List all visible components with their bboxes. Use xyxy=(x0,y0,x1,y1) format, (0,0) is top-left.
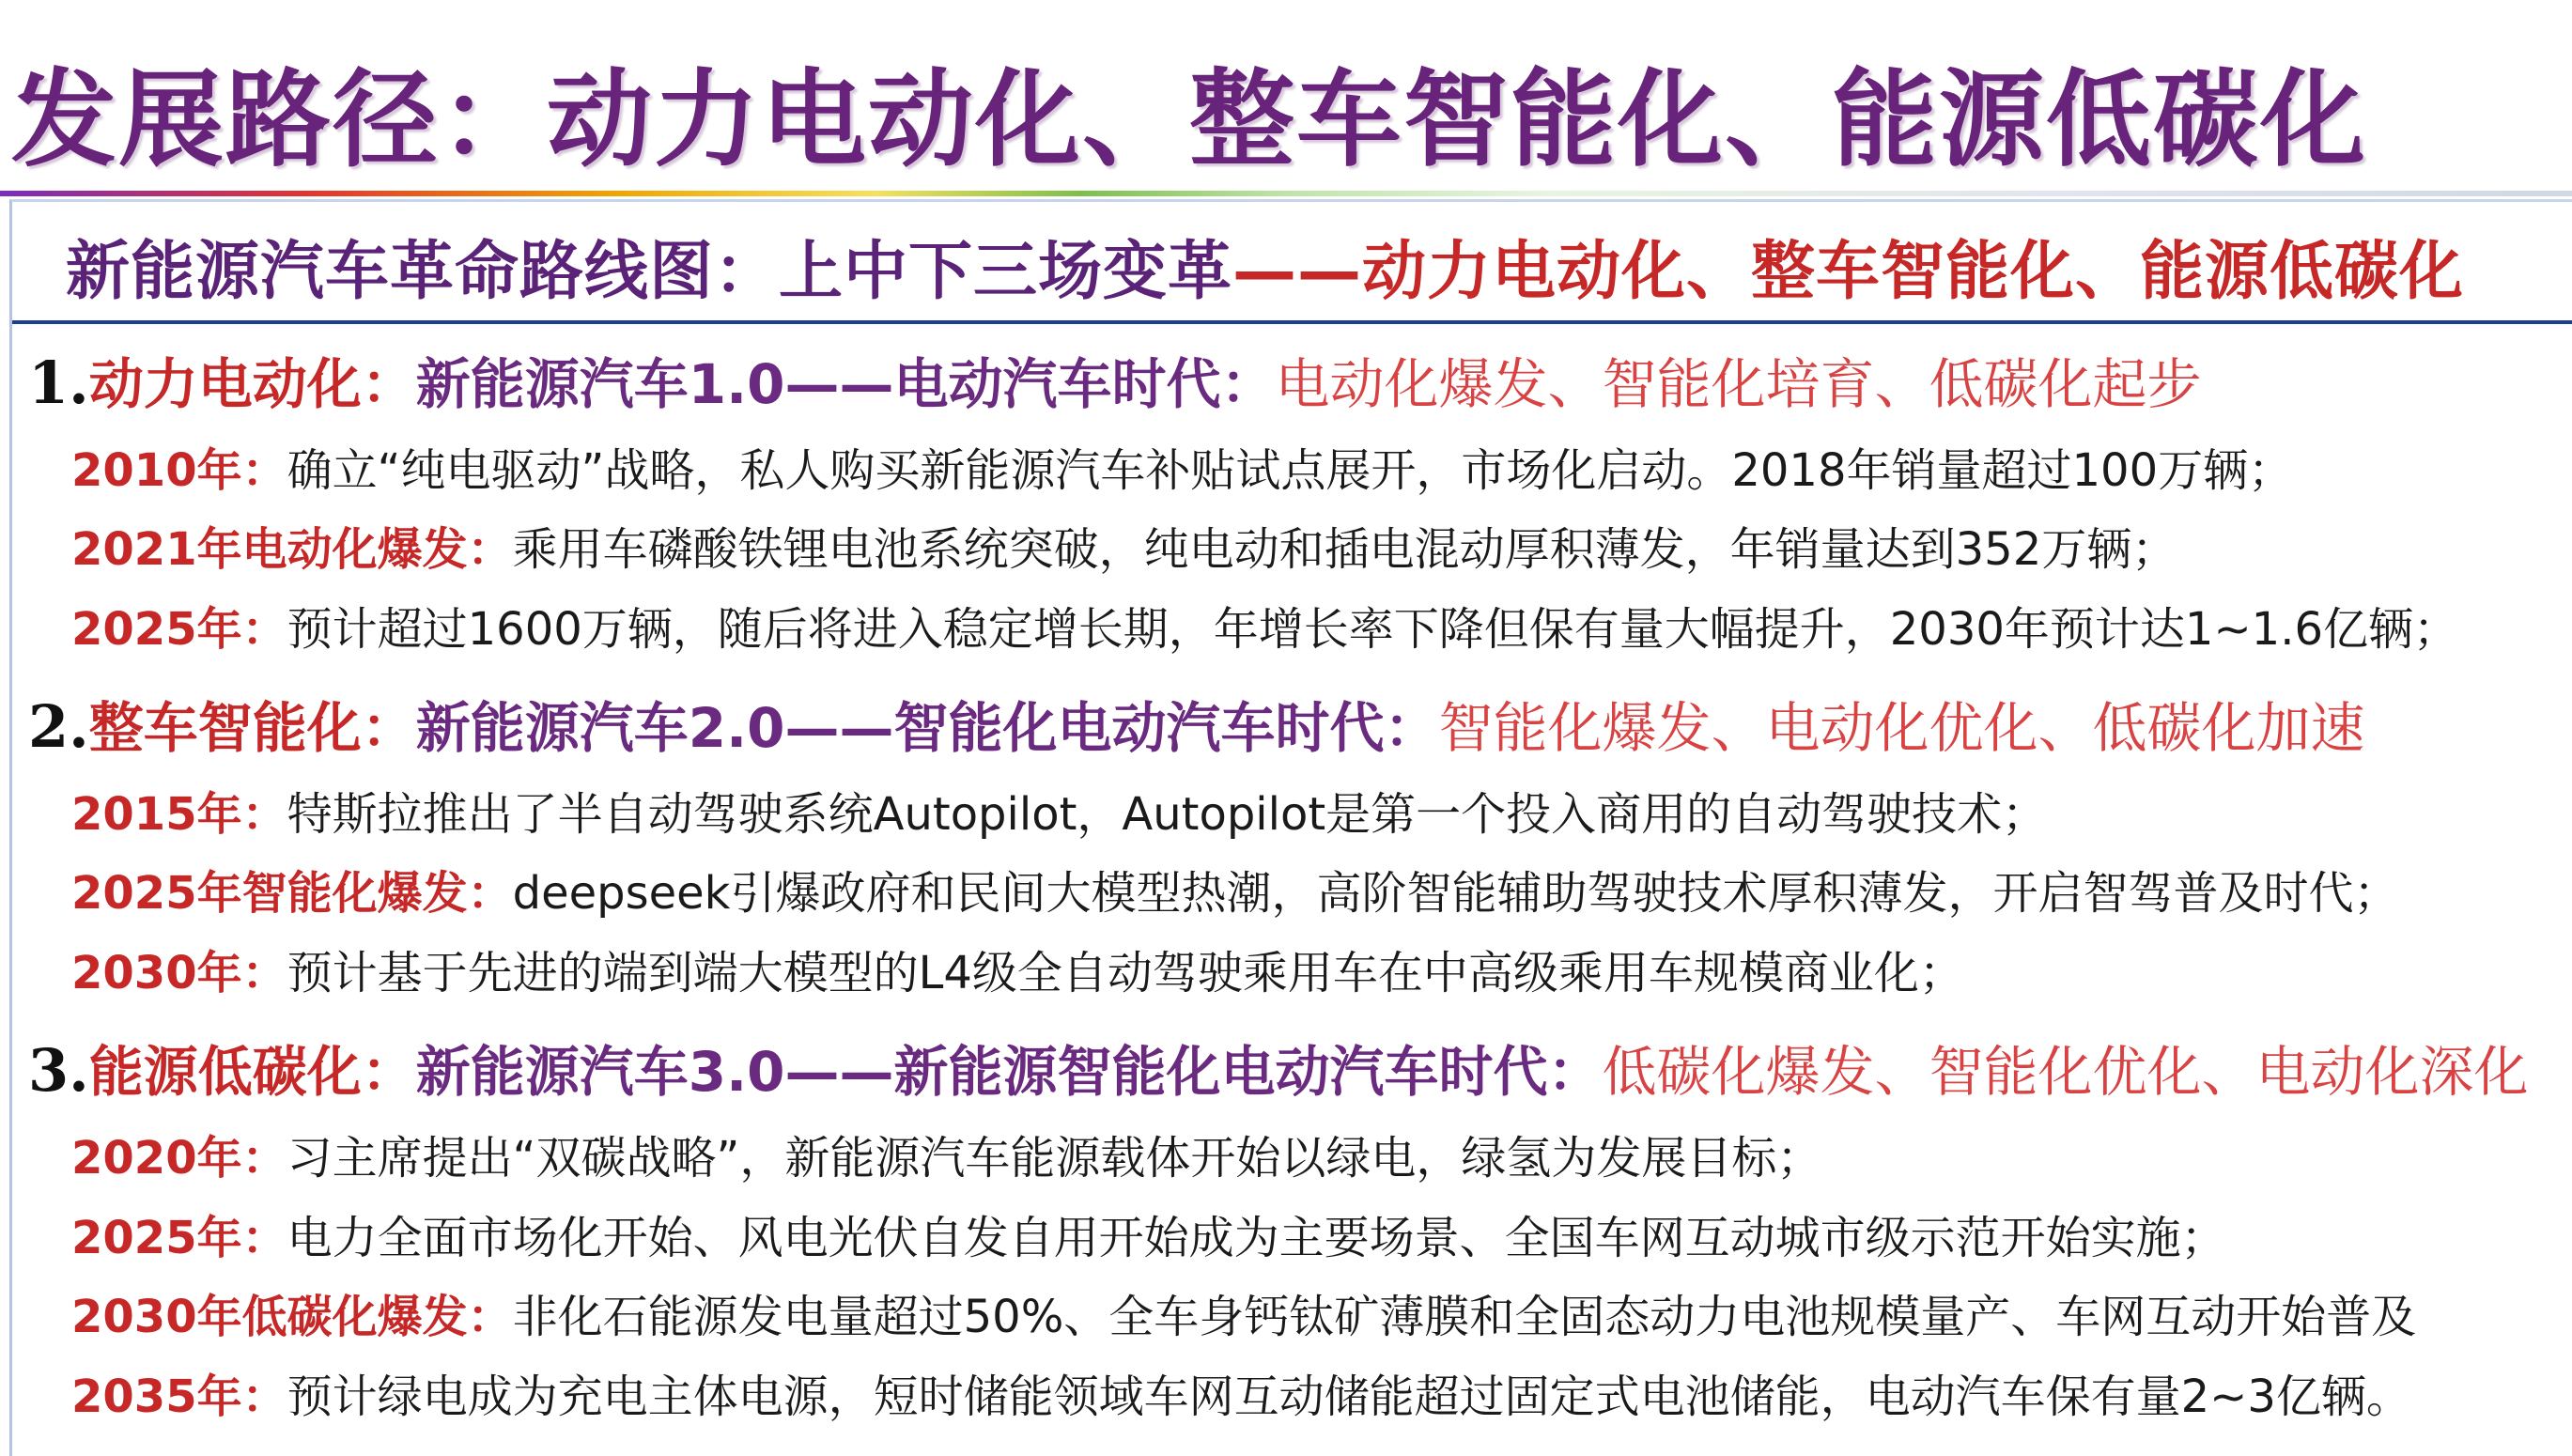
timeline-item xyxy=(71,596,2458,662)
timeline-item xyxy=(71,1125,1821,1191)
section-era: 新能源汽车1.0——电动汽车时代： xyxy=(415,352,1276,416)
section-number: 3. xyxy=(28,1036,89,1105)
timeline-year: 2025年： xyxy=(71,1212,287,1264)
timeline-year: 2035年： xyxy=(71,1371,287,1423)
section-era: 新能源汽车2.0——智能化电动汽车时代： xyxy=(415,696,1439,760)
timeline-year: 2030年： xyxy=(71,947,287,999)
section-note: 智能化爆发、电动化优化、低碳化加速 xyxy=(1438,696,2365,760)
timeline-text: 预计绿电成为充电主体电源，短时储能领域车网互动储能超过固定式电池储能，电动汽车保有量2~3亿辆。 xyxy=(287,1371,2411,1423)
timeline-text: 预计基于先进的端到端大模型的L4级全自动驾驶乘用车在中高级乘用车规模商业化； xyxy=(287,947,1964,999)
timeline-item xyxy=(71,1284,2416,1350)
subtitle-left: 新能源汽车革命路线图：上中下三场变革 xyxy=(66,235,1233,309)
section-note: 低碳化爆发、智能化优化、电动化深化 xyxy=(1602,1040,2529,1104)
timeline-year: 2020年： xyxy=(71,1132,287,1185)
timeline-year: 2015年： xyxy=(71,788,287,841)
page-title: 发展路径：动力电动化、整车智能化、能源低碳化 xyxy=(11,59,2367,181)
timeline-text: 电力全面市场化开始、风电光伏自发自用开始成为主要场景、全国车网互动城市级示范开始实施； xyxy=(287,1212,2226,1264)
timeline-item xyxy=(71,940,1964,1006)
section-label: 能源低碳化： xyxy=(88,1040,416,1104)
subtitle xyxy=(66,233,2464,312)
timeline-year: 2030年低碳化爆发： xyxy=(71,1291,513,1343)
timeline-year: 2025年智能化爆发： xyxy=(71,867,513,920)
section-number: 2. xyxy=(28,692,89,761)
timeline-item xyxy=(71,1364,2411,1430)
section-1-heading xyxy=(28,346,2202,422)
timeline-item xyxy=(71,1205,2226,1271)
timeline-item xyxy=(71,517,2177,582)
section-label: 动力电动化： xyxy=(88,352,416,416)
timeline-text: 确立“纯电驱动”战略，私人购买新能源汽车补贴试点展开，市场化启动。2018年销量超过100万辆； xyxy=(287,444,2294,497)
section-3-heading xyxy=(28,1033,2529,1109)
timeline-item xyxy=(71,438,2293,503)
timeline-text: 特斯拉推出了半自动驾驶系统Autopilot，Autopilot是第一个投入商用的自动驾驶技术； xyxy=(287,788,2048,841)
subtitle-right: ——动力电动化、整车智能化、能源低碳化 xyxy=(1232,235,2465,309)
title-underline xyxy=(0,191,2572,196)
section-note: 电动化爆发、智能化培育、低碳化起步 xyxy=(1275,352,2202,416)
section-number: 1. xyxy=(28,349,89,417)
section-2-heading xyxy=(28,689,2365,766)
timeline-year: 2021年电动化爆发： xyxy=(71,523,513,576)
section-label: 整车智能化： xyxy=(88,696,416,760)
timeline-item xyxy=(71,860,2398,926)
section-era: 新能源汽车3.0——新能源智能化电动汽车时代： xyxy=(415,1040,1603,1104)
timeline-year: 2010年： xyxy=(71,444,287,497)
timeline-text: 习主席提出“双碳战略”，新能源汽车能源载体开始以绿电，绿氢为发展目标； xyxy=(287,1132,1822,1185)
timeline-text: 乘用车磷酸铁锂电池系统突破，纯电动和插电混动厚积薄发，年销量达到352万辆； xyxy=(512,523,2177,576)
timeline-item xyxy=(71,782,2047,847)
timeline-text: 非化石能源发电量超过50%、全车身钙钛矿薄膜和全固态动力电池规模量产、车网互动开始普及 xyxy=(512,1291,2417,1343)
timeline-year: 2025年： xyxy=(71,603,287,656)
timeline-text: 预计超过1600万辆，随后将进入稳定增长期，年增长率下降但保有量大幅提升，2030年预计达1~1.6亿辆； xyxy=(287,603,2459,656)
timeline-text: deepseek引爆政府和民间大模型热潮，高阶智能辅助驾驶技术厚积薄发，开启智驾普及时代； xyxy=(512,867,2399,920)
